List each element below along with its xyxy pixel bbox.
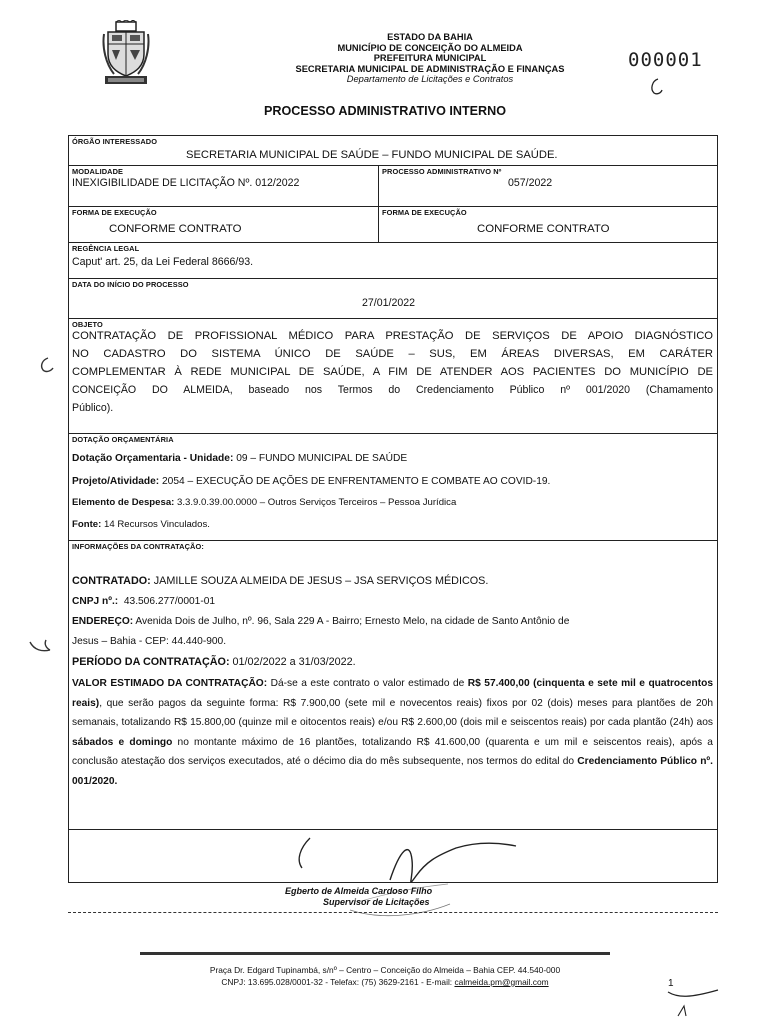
process-form	[68, 135, 718, 883]
processo-label: PROCESSO ADMINISTRATIVO Nº	[382, 167, 502, 176]
signature-scribble-icon	[280, 832, 520, 922]
cnpj-line: CNPJ nº.: 43.506.277/0001-01	[72, 596, 216, 607]
footer-email: calmeida.pm@gmail.com	[454, 977, 549, 987]
regencia-row	[69, 243, 717, 279]
dotacao-fonte: Fonte: 14 Recursos Vinculados.	[72, 519, 210, 530]
footer-address: Praça Dr. Edgard Tupinambá, s/nº – Centro – Conceição do Almeida – Bahia CEP. 44.540-000	[209, 965, 561, 975]
signer-role: Supervisor de Licitações	[323, 897, 430, 907]
endereco-line-2: Jesus – Bahia - CEP: 44.440-900.	[72, 636, 227, 647]
forma-left-label: FORMA DE EXECUÇÃO	[72, 208, 157, 217]
informacoes-label: INFORMAÇÕES DA CONTRATAÇÃO:	[72, 542, 204, 551]
dotacao-unidade: Dotação Orçamentaria - Unidade: 09 – FUNDO MUNICIPAL DE SAÚDE	[72, 453, 408, 464]
initial-mark-icon	[646, 76, 666, 98]
data-inicio-value: 27/01/2022	[362, 297, 416, 309]
page-number: 1	[668, 978, 674, 989]
modalidade-label: MODALIDADE	[72, 167, 124, 176]
page-initial-mark-icon	[664, 986, 724, 1022]
footer-contact: CNPJ: 13.695.028/0001-32 - Telefax: (75) 3629-2161 - E-mail: calmeida.pm@gmail.com	[221, 977, 549, 987]
forma-execucao-row	[69, 207, 717, 243]
header-state: ESTADO DA BAHIA	[387, 32, 473, 42]
dotacao-row	[69, 434, 717, 541]
valor-estimado-paragraph: VALOR ESTIMADO DA CONTRATAÇÃO: Dá-se a este contrato o valor estimado de R$ 57.400,00 (cinquenta e sete mil e quatrocentos reais), que serão pagos da seguinte forma: R$ 7.900,00 (sete mil e novecentos reais) fixos por 02 (dois) meses para plantões de 20h semanais, totalizando R$ 15.800,00 (quinze mil e oitocentos reais) e/ou R$ 2.600,00 (dois mil e seiscentos reais) por cada plantão (24h) aos sábados e domingo no montante máximo de 16 plantões, totalizando R$ 41.600,00 (quarenta e um mil e seiscentos reais), após a conclusão atestação dos serviços executados, até o décimo dia do mês subsequente, nos termos do edital do Credenciamento Público nº. 001/2020.	[72, 678, 713, 787]
objeto-line-5: Público).	[72, 402, 114, 414]
objeto-line-2: NO CADASTRO DO SISTEMA ÚNICO DE SAÚDE – SUS, EM ÁREAS DIVERSAS, EM CARÁTER	[72, 348, 713, 360]
header-municipality: MUNICÍPIO DE CONCEIÇÃO DO ALMEIDA	[337, 42, 523, 53]
regencia-label: REGÊNCIA LEGAL	[72, 244, 140, 253]
modalidade-value: INEXIGIBILIDADE DE LICITAÇÃO Nº. 012/2022	[72, 177, 300, 189]
orgao-row	[69, 136, 717, 166]
forma-left-value: CONFORME CONTRATO	[109, 223, 242, 235]
orgao-label: ÓRGÃO INTERESSADO	[72, 137, 158, 146]
objeto-line-3: COMPLEMENTAR À REDE MUNICIPAL DE SAÚDE, A FIM DE ATENDER AOS PACIENTES DO MUNICÍPIO DE	[72, 366, 713, 378]
margin-rubric-mark-icon	[26, 636, 56, 658]
municipal-coat-of-arms-icon	[102, 20, 150, 86]
processo-value: 057/2022	[508, 177, 553, 189]
signer-name: Egberto de Almeida Cardoso Filho	[285, 886, 433, 896]
header-secretaria: SECRETARIA MUNICIPAL DE ADMINISTRAÇÃO E FINANÇAS	[295, 63, 565, 74]
modalidade-row	[69, 166, 717, 207]
margin-rubric-mark-icon	[34, 354, 56, 376]
page-title: PROCESSO ADMINISTRATIVO INTERNO	[263, 104, 507, 118]
page-stamp-number: 000001	[628, 49, 703, 71]
dotacao-label: DOTAÇÃO ORÇAMENTÁRIA	[72, 435, 174, 444]
forma-right-value: CONFORME CONTRATO	[477, 223, 610, 235]
endereco-line: ENDEREÇO: Avenida Dois de Julho, nº. 96, Sala 229 A - Bairro; Ernesto Melo, na cidade de Santo Antônio de	[72, 616, 570, 627]
dotacao-projeto: Projeto/Atividade: 2054 – EXECUÇÃO DE AÇÕES DE ENFRENTAMENTO E COMBATE AO COVID-19.	[72, 476, 551, 487]
signature-block	[285, 886, 432, 908]
regencia-value: Caput' art. 25, da Lei Federal 8666/93.	[72, 256, 254, 268]
forma-right-label: FORMA DE EXECUÇÃO	[382, 208, 467, 217]
periodo-line: PERÍODO DA CONTRATAÇÃO: 01/02/2022 a 31/03/2022.	[72, 656, 356, 668]
data-inicio-row	[69, 279, 717, 319]
objeto-line-4: CONCEIÇÃO DO ALMEIDA, baseado nos Termos do Credenciamento Público nº 001/2020 (Chamamento	[72, 384, 713, 396]
signature-dashed-line	[68, 912, 718, 913]
header-prefeitura: PREFEITURA MUNICIPAL	[373, 53, 487, 64]
objeto-label: OBJETO	[72, 320, 103, 329]
contratado-line: CONTRATADO: JAMILLE SOUZA ALMEIDA DE JESUS – JSA SERVIÇOS MÉDICOS.	[72, 575, 489, 587]
objeto-line-1: CONTRATAÇÃO DE PROFISSIONAL MÉDICO PARA PRESTAÇÃO DE SERVIÇOS DE APOIO DIAGNÓSTICO	[72, 330, 713, 342]
objeto-row	[69, 319, 717, 434]
data-inicio-label: DATA DO INÍCIO DO PROCESSO	[72, 280, 189, 289]
orgao-value: SECRETARIA MUNICIPAL DE SAÚDE – FUNDO MUNICIPAL DE SAÚDE.	[186, 149, 558, 161]
dotacao-elemento: Elemento de Despesa: 3.3.9.0.39.00.0000 – Outros Serviços Terceiros – Pessoa Jurídica	[72, 497, 457, 508]
footer-bar	[140, 952, 610, 955]
header-department: Departamento de Licitações e Contratos	[346, 74, 514, 85]
informacoes-row	[69, 541, 717, 830]
